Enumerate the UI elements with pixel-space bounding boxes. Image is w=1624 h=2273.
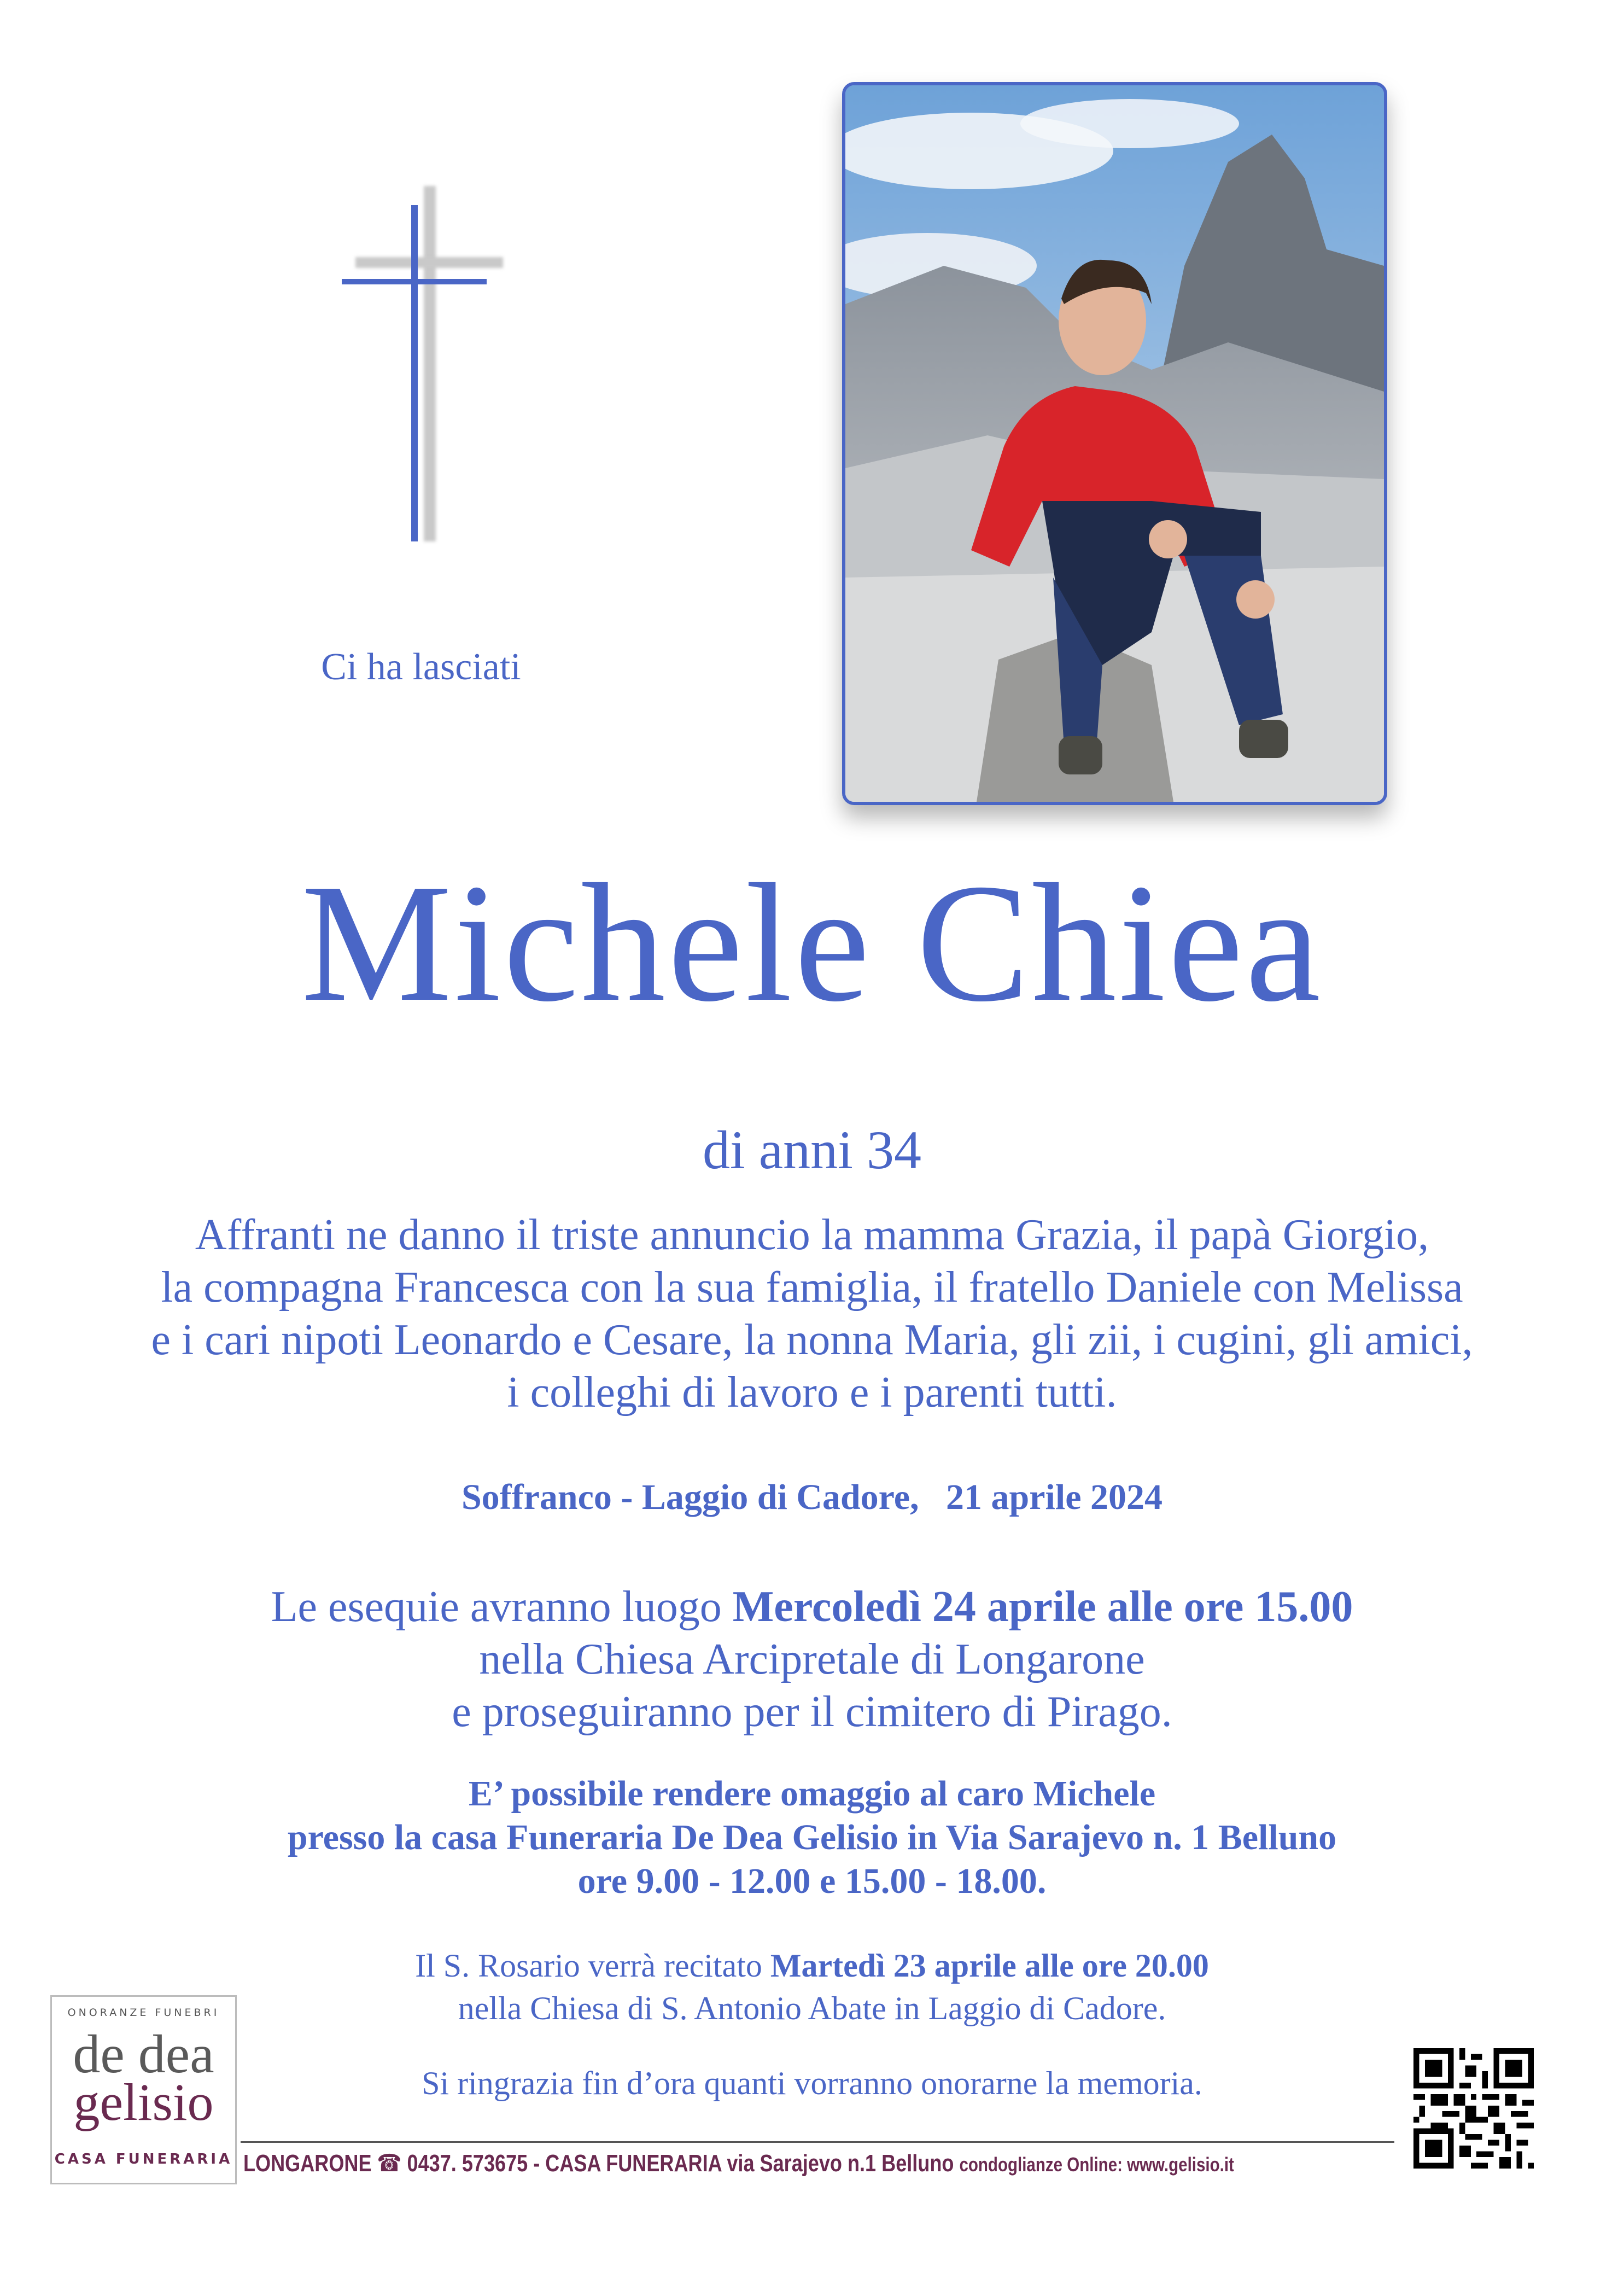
place-date: Soffranco - Laggio di Cadore, 21 aprile 2024 [461,1477,1163,1517]
portrait-photo-image [845,85,1384,802]
cross-shadow-horizontal [355,257,503,268]
intro-text: Ci ha lasciati [321,646,521,688]
logo-name-line2: gelisio [73,2073,214,2131]
rosary-info [0,1944,1624,2030]
funeral-line: Le esequie avranno luogo Mercoledì 24 aprile alle ore 15.00 [271,1583,1353,1631]
footer-address: LONGARONE ☎ 0437. 573675 - CASA FUNERARIA via Sarajevo n.1 Belluno [243,2150,960,2177]
announcement-line: Affranti ne danno il triste annuncio la mamma Grazia, il papà Giorgio, [195,1211,1429,1259]
logo-name-line1: de dea [73,2024,214,2084]
announcement [0,1209,1624,1419]
footer-divider [241,2141,1394,2143]
announcement-line: e i cari nipoti Leonardo e Cesare, la nonna Maria, gli zii, i cugini, gli amici, [151,1316,1473,1364]
logo-bottom-text: CASA FUNERARIA [54,2151,233,2167]
funeral-datetime: Mercoledì 24 aprile alle ore 15.00 [732,1583,1353,1631]
cross-shadow-vertical [424,186,436,541]
rosary-church: nella Chiesa di S. Antonio Abate in Laggio di Cadore. [458,1990,1166,2026]
footer-website: condoglianze Online: www.gelisio.it [959,2153,1234,2176]
homage-info [0,1772,1624,1903]
homage-line: ore 9.00 - 12.00 e 15.00 - 18.00. [577,1861,1047,1901]
homage-line: E’ possibile rendere omaggio al caro Michele [468,1774,1156,1814]
rosary-line: Il S. Rosario verrà recitato Martedì 23 aprile alle ore 20.00 [415,1948,1209,1984]
funeral-info [0,1581,1624,1738]
cross-icon [411,205,418,541]
homage-line: presso la casa Funeraria De Dea Gelisio in Via Sarajevo n. 1 Belluno [287,1817,1337,1857]
portrait-photo [842,82,1387,805]
cross-icon-bar [342,279,487,284]
rosary-datetime: Martedì 23 aprile alle ore 20.00 [770,1948,1209,1984]
announcement-line: la compagna Francesca con la sua famiglia, il fratello Daniele con Melissa [161,1263,1463,1312]
qr-code[interactable] [1413,2048,1534,2169]
logo-top-text: ONORANZE FUNEBRI [67,2007,220,2019]
footer-contact [243,2149,1234,2177]
thanks-text: Si ringrazia fin d’ora quanti vorranno onorarne la memoria. [422,2065,1202,2101]
announcement-line: i colleghi di lavoro e i parenti tutti. [507,1368,1117,1417]
funeral-home-logo [50,1995,237,2184]
funeral-cemetery: e proseguiranno per il cimitero di Pirago. [452,1688,1172,1736]
funeral-church: nella Chiesa Arcipretale di Longarone [479,1635,1145,1683]
age-text: di anni 34 [703,1120,921,1180]
deceased-name: Michele Chiea [301,849,1323,1037]
